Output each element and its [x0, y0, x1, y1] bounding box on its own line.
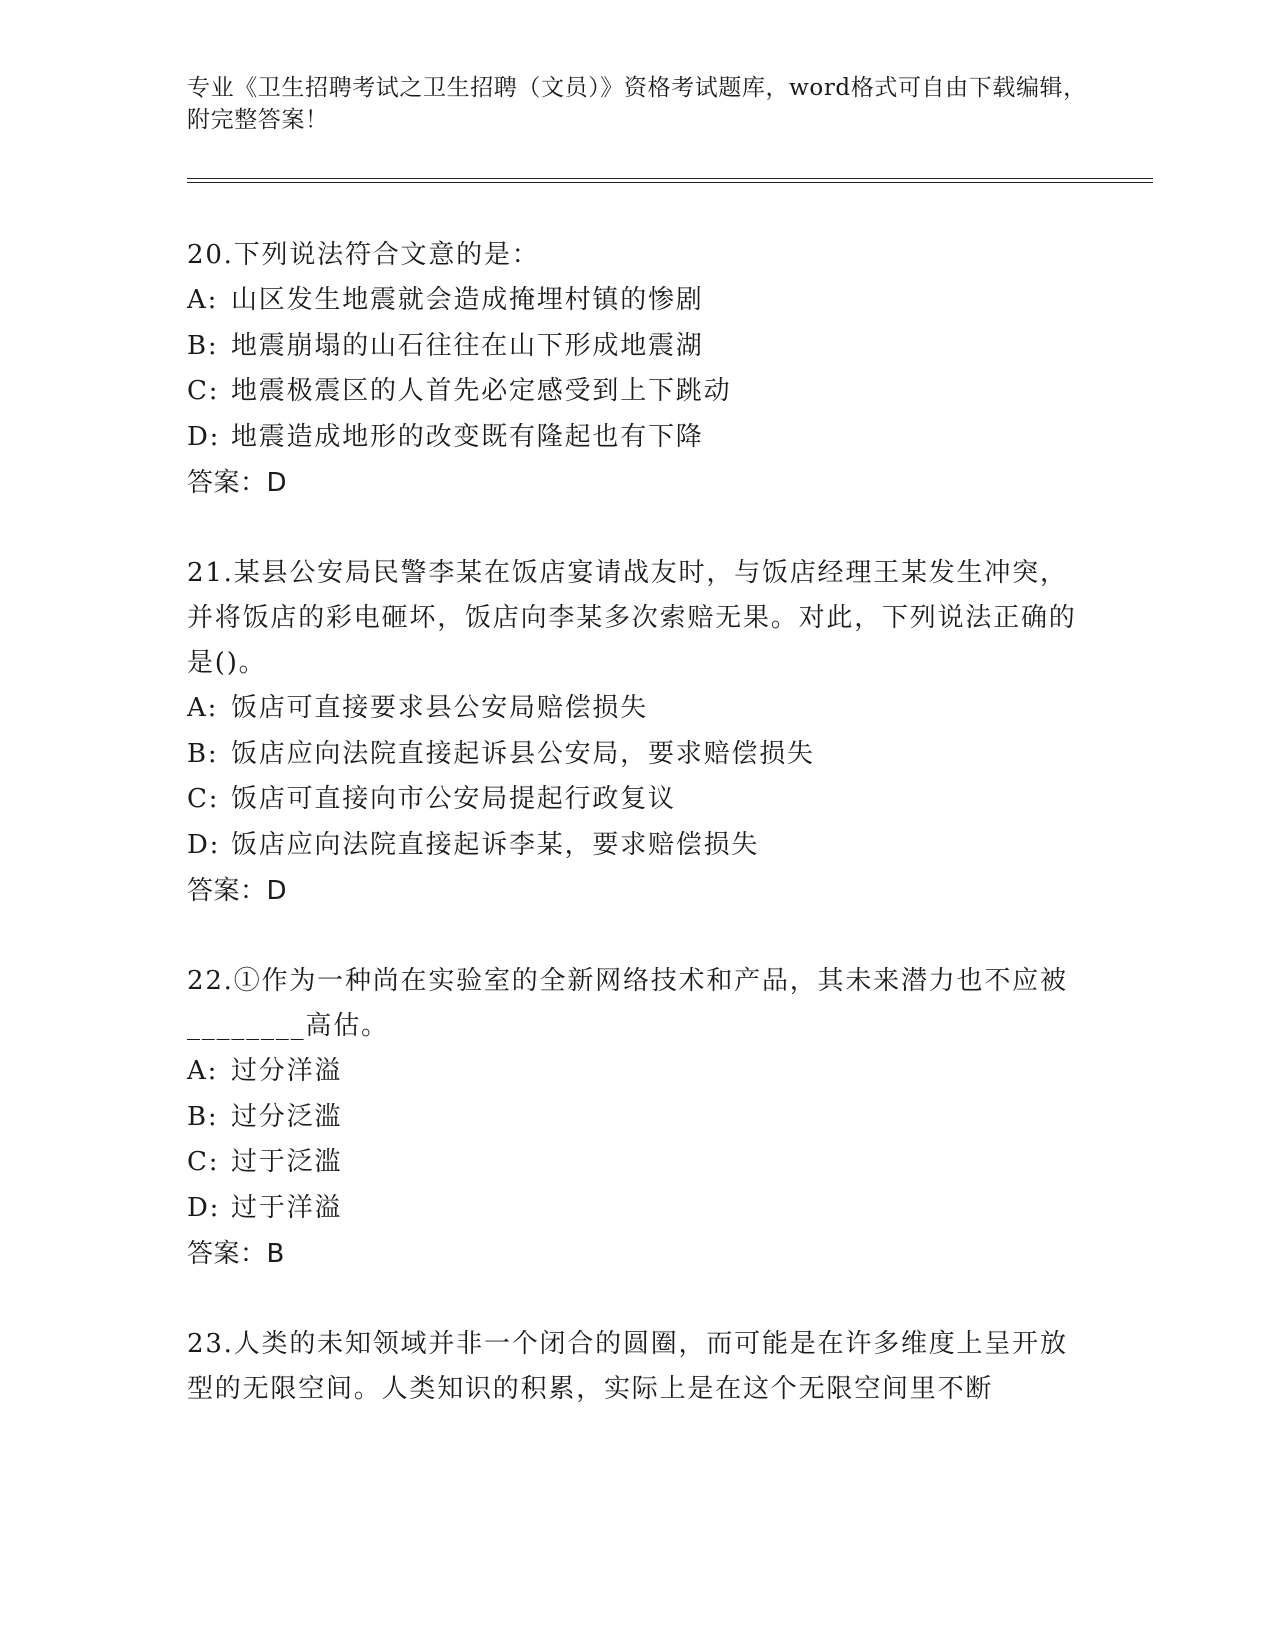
option-text: 地震极震区的人首先必定感受到上下跳动	[231, 376, 732, 406]
option-c	[187, 1140, 1077, 1186]
option-letter: B:	[187, 1101, 219, 1132]
option-text: 地震造成地形的改变既有隆起也有下降	[231, 421, 704, 452]
question-stem: 22.①作为一种尚在实验室的全新网络技术和产品，其未来潜力也不应被________高估。	[187, 966, 1068, 1041]
option-c	[187, 777, 1077, 823]
option-text: 过于泛滥	[231, 1147, 343, 1177]
question-stem: 23.人类的未知领域并非一个闭合的圆圈，而可能是在许多维度上呈开放型的无限空间。人类知识的积累，实际上是在这个无限空间里不断	[187, 1329, 1068, 1404]
question-23	[187, 1322, 1077, 1412]
option-text: 饭店可直接向市公安局提起行政复议	[231, 784, 676, 814]
option-a	[187, 278, 1077, 324]
option-text: 地震崩塌的山石往往在山下形成地震湖	[231, 330, 704, 361]
option-b	[187, 324, 1077, 370]
option-text: 过于洋溢	[231, 1192, 343, 1223]
option-a	[187, 1049, 1077, 1095]
option-d	[187, 1186, 1077, 1232]
option-letter: D:	[187, 1192, 221, 1223]
question-22	[187, 959, 1077, 1277]
option-letter: C:	[187, 1147, 220, 1177]
question-20	[187, 233, 1077, 506]
option-letter: D:	[187, 421, 221, 452]
answer-label: 答案：B	[187, 1239, 285, 1269]
header-divider-bottom	[187, 182, 1153, 183]
option-text: 过分泛滥	[231, 1101, 343, 1132]
option-text: 山区发生地震就会造成掩埋村镇的惨剧	[231, 285, 704, 315]
question-21	[187, 551, 1077, 914]
answer-label: 答案：D	[187, 876, 288, 906]
question-stem: 21.某县公安局民警李某在饭店宴请战友时，与饭店经理王某发生冲突，并将饭店的彩电砸坏，饭店向李某多次索赔无果。对此，下列说法正确的是()。	[187, 558, 1077, 678]
option-letter: D:	[187, 829, 221, 860]
header-title: 专业《卫生招聘考试之卫生招聘（文员）》资格考试题库，word格式可自由下载编辑，附完整答案！	[187, 75, 1087, 133]
option-b	[187, 1095, 1077, 1141]
option-letter: A:	[187, 285, 219, 315]
question-list	[187, 233, 1077, 1457]
option-letter: C:	[187, 784, 220, 814]
option-d	[187, 415, 1077, 461]
question-stem: 20.下列说法符合文意的是：	[187, 240, 540, 270]
option-text: 饭店应向法院直接起诉李某，要求赔偿损失	[231, 829, 760, 860]
option-letter: B:	[187, 330, 219, 361]
option-text: 饭店可直接要求县公安局赔偿损失	[231, 693, 649, 723]
option-letter: A:	[187, 1056, 219, 1086]
option-a	[187, 686, 1077, 732]
option-letter: C:	[187, 376, 220, 406]
document-header	[187, 72, 1087, 136]
header-divider-top	[187, 178, 1153, 179]
option-b	[187, 732, 1077, 778]
option-c	[187, 369, 1077, 415]
option-text: 饭店应向法院直接起诉县公安局，要求赔偿损失	[231, 738, 815, 769]
option-letter: B:	[187, 738, 219, 769]
option-d	[187, 823, 1077, 869]
option-text: 过分洋溢	[231, 1056, 343, 1086]
answer-label: 答案：D	[187, 468, 288, 498]
option-letter: A:	[187, 693, 219, 723]
